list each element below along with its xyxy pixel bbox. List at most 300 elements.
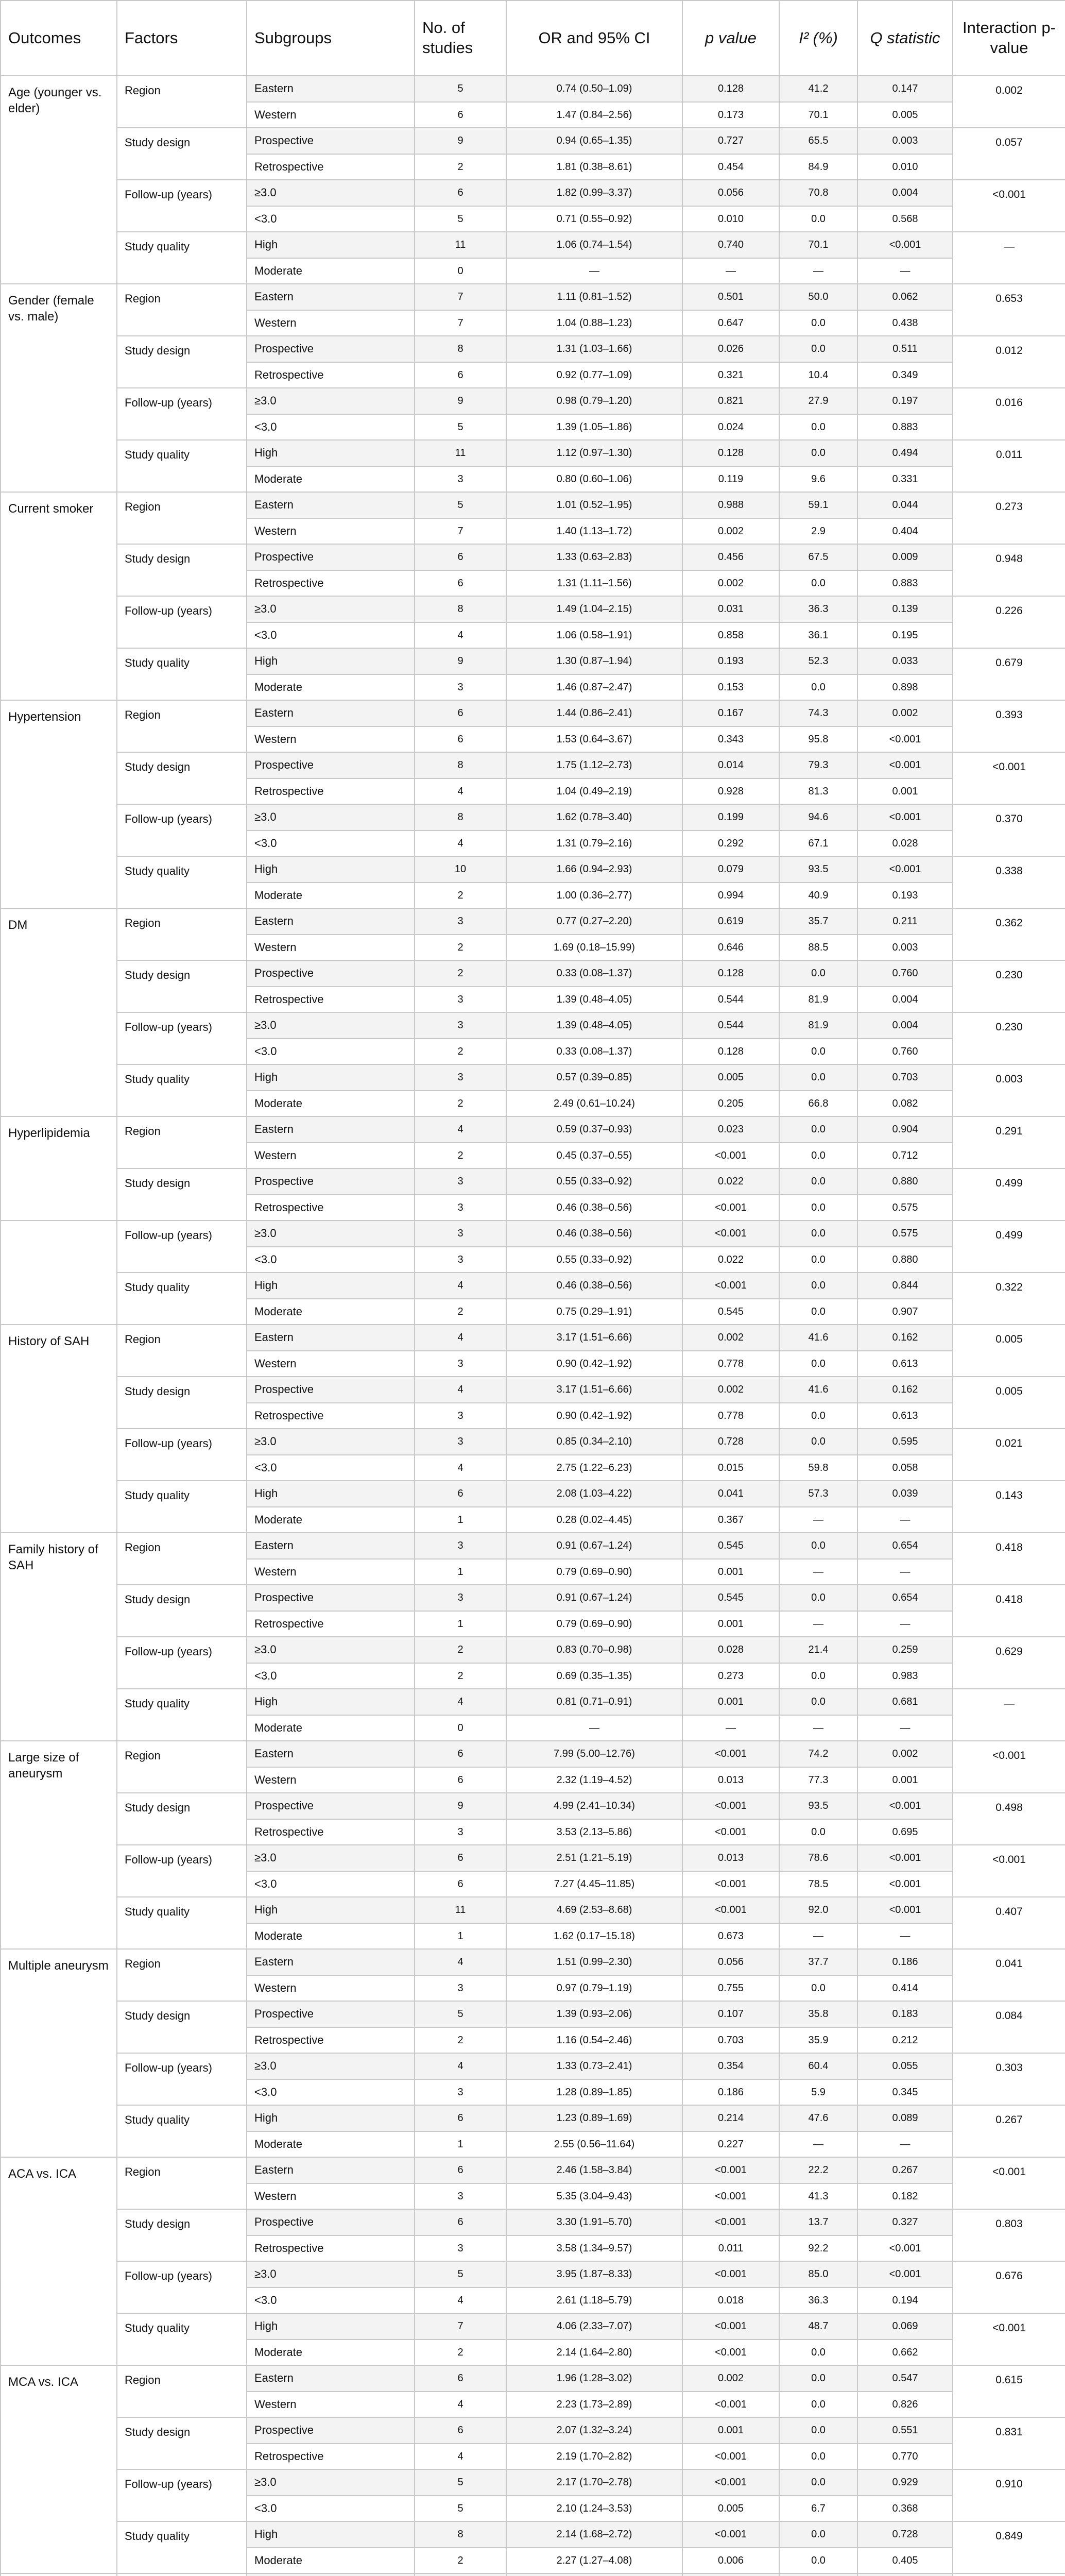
or-ci-cell: 2.32 (1.19–4.52) <box>506 1767 682 1793</box>
subgroup-cell: ≥3.0 <box>247 596 415 622</box>
subgroup-cell: Prospective <box>247 1793 415 1819</box>
interaction-p-cell: 0.291 <box>953 1116 1065 1168</box>
interaction-p-cell: <0.001 <box>953 752 1065 804</box>
interaction-p-cell: 0.143 <box>953 1481 1065 1533</box>
table-row <box>1 856 1065 883</box>
table-row <box>1 700 1065 726</box>
q-statistic-cell <box>857 2573 953 2576</box>
or-ci-cell: 1.39 (0.93–2.06) <box>506 2001 682 2027</box>
q-statistic-cell: 0.345 <box>857 2079 953 2106</box>
i2-cell: 77.3 <box>779 1767 857 1793</box>
i2-cell: 57.3 <box>779 1481 857 1507</box>
q-statistic-cell: 0.681 <box>857 1689 953 1715</box>
q-statistic-cell: — <box>857 1559 953 1585</box>
or-ci-cell: 0.97 (0.79–1.19) <box>506 1975 682 2002</box>
studies-cell: 5 <box>415 2469 506 2496</box>
studies-cell: 6 <box>415 362 506 388</box>
factor-cell: Study quality <box>117 1897 247 1949</box>
table-row <box>1 960 1065 987</box>
outcome-cell: Hyperlipidemia <box>1 1116 117 1221</box>
i2-cell: 70.8 <box>779 180 857 206</box>
p-value-cell: 0.545 <box>682 1533 779 1559</box>
studies-cell: 3 <box>415 1585 506 1611</box>
factor-cell <box>117 2573 247 2576</box>
subgroup-cell: Moderate <box>247 2131 415 2158</box>
factor-cell: Study quality <box>117 2313 247 2365</box>
factor-cell: Follow-up (years) <box>117 2053 247 2105</box>
or-ci-cell: 0.45 (0.37–0.55) <box>506 1143 682 1169</box>
subgroup-cell: High <box>247 440 415 466</box>
q-statistic-cell: 0.039 <box>857 1481 953 1507</box>
i2-cell: 93.5 <box>779 1793 857 1819</box>
or-ci-cell: 1.28 (0.89–1.85) <box>506 2079 682 2106</box>
p-value-cell: 0.544 <box>682 987 779 1013</box>
or-ci-cell: 1.31 (1.03–1.66) <box>506 336 682 362</box>
p-value-cell: 0.002 <box>682 518 779 545</box>
or-ci-cell: 7.99 (5.00–12.76) <box>506 1741 682 1767</box>
subgroup-cell: <3.0 <box>247 1663 415 1689</box>
studies-cell: 2 <box>415 1299 506 1325</box>
p-value-cell: 0.119 <box>682 466 779 493</box>
p-value-cell: 0.501 <box>682 284 779 310</box>
q-statistic-cell: 0.259 <box>857 1637 953 1663</box>
p-value-cell: 0.821 <box>682 388 779 414</box>
i2-cell: 95.8 <box>779 726 857 753</box>
p-value-cell: 0.002 <box>682 1377 779 1403</box>
q-statistic-cell: 0.044 <box>857 492 953 518</box>
studies-cell: 9 <box>415 648 506 674</box>
outcome-cell: Age (younger vs. elder) <box>1 76 117 284</box>
or-ci-cell: 1.96 (1.28–3.02) <box>506 2365 682 2392</box>
table-row <box>1 2261 1065 2287</box>
i2-cell: — <box>779 1507 857 1533</box>
or-ci-cell: 0.90 (0.42–1.92) <box>506 1351 682 1377</box>
table-header <box>1 1 1065 76</box>
p-value-cell: 0.928 <box>682 778 779 805</box>
q-statistic-cell: 0.194 <box>857 2287 953 2314</box>
studies-cell: 2 <box>415 960 506 987</box>
i2-cell: 37.7 <box>779 1949 857 1975</box>
p-value-cell: 0.001 <box>682 2417 779 2444</box>
or-ci-cell: 1.49 (1.04–2.15) <box>506 596 682 622</box>
p-value-cell: 0.005 <box>682 2496 779 2522</box>
studies-cell: 2 <box>415 883 506 909</box>
p-value-cell: 0.026 <box>682 336 779 362</box>
p-value-cell: <0.001 <box>682 1897 779 1923</box>
factor-cell: Study quality <box>117 232 247 284</box>
q-statistic-cell: 0.349 <box>857 362 953 388</box>
factor-cell: Study design <box>117 2417 247 2469</box>
subgroup-cell: High <box>247 856 415 883</box>
outcome-cell: Gender (female vs. male) <box>1 284 117 492</box>
factor-cell: Region <box>117 2365 247 2417</box>
table-row <box>1 388 1065 414</box>
subgroup-cell: Moderate <box>247 466 415 493</box>
subgroup-cell: ≥3.0 <box>247 1637 415 1663</box>
q-statistic-cell: 0.404 <box>857 518 953 545</box>
q-statistic-cell: 0.613 <box>857 1403 953 1429</box>
q-statistic-cell: 0.004 <box>857 1012 953 1039</box>
factor-cell: Study quality <box>117 440 247 492</box>
subgroup-cell: Western <box>247 935 415 961</box>
table-row <box>1 1481 1065 1507</box>
p-value-cell: <0.001 <box>682 2392 779 2418</box>
table-row <box>1 2521 1065 2548</box>
interaction-p-cell: — <box>953 1689 1065 1741</box>
q-statistic-cell: 0.089 <box>857 2105 953 2131</box>
subgroup-cell: ≥3.0 <box>247 1429 415 1455</box>
factor-cell: Study design <box>117 1377 247 1429</box>
q-statistic-cell: 0.002 <box>857 1741 953 1767</box>
q-statistic-cell: <0.001 <box>857 1897 953 1923</box>
i2-cell: 0.0 <box>779 1299 857 1325</box>
studies-cell: 1 <box>415 1923 506 1950</box>
studies-cell: 11 <box>415 440 506 466</box>
or-ci-cell: 1.16 (0.54–2.46) <box>506 2027 682 2054</box>
subgroup-cell: High <box>247 2313 415 2340</box>
p-value-cell: <0.001 <box>682 1143 779 1169</box>
subgroup-cell: <3.0 <box>247 1039 415 1065</box>
studies-cell: 2 <box>415 2548 506 2574</box>
studies-cell: 8 <box>415 752 506 778</box>
q-statistic-cell: — <box>857 1611 953 1637</box>
p-value-cell: 0.205 <box>682 1091 779 1117</box>
p-value-cell: 0.018 <box>682 2287 779 2314</box>
p-value-cell: 0.107 <box>682 2001 779 2027</box>
factor-cell: Region <box>117 76 247 128</box>
i2-cell: 47.6 <box>779 2105 857 2131</box>
factor-cell: Study quality <box>117 2105 247 2157</box>
p-value-cell: 0.056 <box>682 180 779 206</box>
or-ci-cell: 1.33 (0.73–2.41) <box>506 2053 682 2079</box>
studies-cell: 3 <box>415 2235 506 2262</box>
factor-cell: Region <box>117 1325 247 1377</box>
studies-cell: 8 <box>415 596 506 622</box>
i2-cell: 0.0 <box>779 1429 857 1455</box>
table-row <box>1 1221 1065 1247</box>
subgroup-cell: High <box>247 1897 415 1923</box>
subgroup-cell: Western <box>247 310 415 336</box>
subgroup-cell: Moderate <box>247 258 415 284</box>
or-ci-cell: 2.61 (1.18–5.79) <box>506 2287 682 2314</box>
table-row <box>1 1377 1065 1403</box>
q-statistic-cell: <0.001 <box>857 752 953 778</box>
studies-cell: 3 <box>415 2079 506 2106</box>
q-statistic-cell: 0.712 <box>857 1143 953 1169</box>
subgroup-cell: Moderate <box>247 1923 415 1950</box>
or-ci-cell: 0.46 (0.38–0.56) <box>506 1221 682 1247</box>
i2-cell: 0.0 <box>779 570 857 597</box>
or-ci-cell: 4.06 (2.33–7.07) <box>506 2313 682 2340</box>
studies-cell: 6 <box>415 544 506 570</box>
q-statistic-cell: 0.005 <box>857 102 953 128</box>
p-value-cell: 0.002 <box>682 570 779 597</box>
or-ci-cell: 0.81 (0.71–0.91) <box>506 1689 682 1715</box>
or-ci-cell: 1.04 (0.49–2.19) <box>506 778 682 805</box>
studies-cell: 6 <box>415 180 506 206</box>
i2-cell: — <box>779 258 857 284</box>
studies-cell: 3 <box>415 1819 506 1845</box>
q-statistic-cell: — <box>857 2131 953 2158</box>
or-ci-cell: 2.14 (1.68–2.72) <box>506 2521 682 2548</box>
table-row <box>1 1949 1065 1975</box>
p-value-cell: 0.128 <box>682 440 779 466</box>
studies-cell: 4 <box>415 1949 506 1975</box>
subgroup-cell: Prospective <box>247 128 415 154</box>
q-statistic-cell: 0.883 <box>857 414 953 440</box>
or-ci-cell: 0.59 (0.37–0.93) <box>506 1116 682 1143</box>
i2-cell: 81.9 <box>779 1012 857 1039</box>
studies-cell: 5 <box>415 2001 506 2027</box>
q-statistic-cell: <0.001 <box>857 2235 953 2262</box>
table-row <box>1 492 1065 518</box>
studies-cell: 6 <box>415 1767 506 1793</box>
p-value-cell: 0.024 <box>682 414 779 440</box>
q-statistic-cell: — <box>857 258 953 284</box>
outcome-cell <box>1 1221 117 1325</box>
factor-cell: Follow-up (years) <box>117 2261 247 2313</box>
outcome-cell: Family history of SAH <box>1 1533 117 1741</box>
table-row <box>1 1012 1065 1039</box>
i2-cell: 0.0 <box>779 1064 857 1091</box>
factor-cell: Study quality <box>117 2521 247 2573</box>
studies-cell: 3 <box>415 466 506 493</box>
p-value-cell: 0.013 <box>682 1845 779 1871</box>
or-ci-cell: 0.77 (0.27–2.20) <box>506 908 682 935</box>
p-value-cell: 0.703 <box>682 2027 779 2054</box>
or-ci-cell: 1.46 (0.87–2.47) <box>506 674 682 701</box>
or-ci-cell: 2.17 (1.70–2.78) <box>506 2469 682 2496</box>
subgroup-cell: Eastern <box>247 1949 415 1975</box>
outcome-cell: DM <box>1 908 117 1116</box>
or-ci-cell: 7.27 (4.45–11.85) <box>506 1871 682 1897</box>
or-ci-cell: 0.85 (0.34–2.10) <box>506 1429 682 1455</box>
p-value-cell: — <box>682 258 779 284</box>
interaction-p-cell: 0.676 <box>953 2261 1065 2313</box>
i2-cell: 92.2 <box>779 2235 857 2262</box>
or-ci-cell: 1.06 (0.74–1.54) <box>506 232 682 258</box>
interaction-p-cell: 0.011 <box>953 440 1065 492</box>
subgroup-cell: <3.0 <box>247 414 415 440</box>
or-ci-cell: 0.91 (0.67–1.24) <box>506 1533 682 1559</box>
q-statistic-cell: 0.082 <box>857 1091 953 1117</box>
or-ci-cell: 1.62 (0.17–15.18) <box>506 1923 682 1950</box>
table-row <box>1 336 1065 362</box>
q-statistic-cell: 0.613 <box>857 1351 953 1377</box>
i2-cell: 48.7 <box>779 2313 857 2340</box>
subgroup-cell: Eastern <box>247 492 415 518</box>
or-ci-cell: 1.75 (1.12–2.73) <box>506 752 682 778</box>
table-row <box>1 1064 1065 1091</box>
studies-cell: 1 <box>415 1507 506 1533</box>
subgroup-cell: <3.0 <box>247 2079 415 2106</box>
subgroup-cell: High <box>247 232 415 258</box>
table-row <box>1 908 1065 935</box>
subgroup-cell: Western <box>247 1975 415 2002</box>
interaction-p-cell: — <box>953 232 1065 284</box>
i2-cell: — <box>779 1611 857 1637</box>
or-ci-cell: 2.55 (0.56–11.64) <box>506 2131 682 2158</box>
i2-cell: 9.6 <box>779 466 857 493</box>
q-statistic-cell: 0.654 <box>857 1533 953 1559</box>
q-statistic-cell: <0.001 <box>857 232 953 258</box>
p-value-cell: 0.006 <box>682 2548 779 2574</box>
studies-cell: 9 <box>415 128 506 154</box>
p-value-cell: 0.354 <box>682 2053 779 2079</box>
studies-cell: 3 <box>415 674 506 701</box>
p-value-cell: 0.454 <box>682 154 779 180</box>
i2-cell: 0.0 <box>779 1663 857 1689</box>
interaction-p-cell: 0.012 <box>953 336 1065 388</box>
q-statistic-cell: 0.368 <box>857 2496 953 2522</box>
q-statistic-cell: <0.001 <box>857 1845 953 1871</box>
q-statistic-cell: 0.001 <box>857 778 953 805</box>
factor-cell: Follow-up (years) <box>117 1221 247 1273</box>
p-value-cell: <0.001 <box>682 2157 779 2183</box>
q-statistic-cell: 0.547 <box>857 2365 953 2392</box>
p-value-cell: <0.001 <box>682 2521 779 2548</box>
factor-cell: Study design <box>117 2001 247 2053</box>
i2-cell: 0.0 <box>779 2392 857 2418</box>
p-value-cell: <0.001 <box>682 1221 779 1247</box>
studies-cell: 5 <box>415 76 506 102</box>
or-ci-cell: 2.46 (1.58–3.84) <box>506 2157 682 2183</box>
studies-cell: 2 <box>415 2027 506 2054</box>
studies-cell: 2 <box>415 1039 506 1065</box>
table-row <box>1 1429 1065 1455</box>
subgroup-cell: Western <box>247 102 415 128</box>
p-value-cell: 0.214 <box>682 2105 779 2131</box>
studies-cell: 7 <box>415 284 506 310</box>
interaction-p-cell: 0.322 <box>953 1273 1065 1325</box>
header-q-statistic: Q statistic <box>857 1 953 76</box>
or-ci-cell: 1.82 (0.99–3.37) <box>506 180 682 206</box>
p-value-cell: 0.013 <box>682 1767 779 1793</box>
i2-cell: 85.0 <box>779 2261 857 2287</box>
subgroup-cell: <3.0 <box>247 622 415 649</box>
i2-cell: 0.0 <box>779 1689 857 1715</box>
p-value-cell: 0.227 <box>682 2131 779 2158</box>
studies-cell: 2 <box>415 1637 506 1663</box>
table-row <box>1 1168 1065 1195</box>
p-value-cell: 0.001 <box>682 1611 779 1637</box>
table-row <box>1 440 1065 466</box>
q-statistic-cell: 0.494 <box>857 440 953 466</box>
subgroup-cell: High <box>247 1064 415 1091</box>
i2-cell: 0.0 <box>779 2340 857 2366</box>
interaction-p-cell: 0.948 <box>953 544 1065 596</box>
interaction-p-cell: 0.226 <box>953 596 1065 648</box>
i2-cell: 79.3 <box>779 752 857 778</box>
or-ci-cell: 2.51 (1.21–5.19) <box>506 1845 682 1871</box>
subgroup-cell: Western <box>247 726 415 753</box>
or-ci-cell: 2.07 (1.32–3.24) <box>506 2417 682 2444</box>
interaction-p-cell: <0.001 <box>953 1845 1065 1897</box>
subgroup-cell: High <box>247 1481 415 1507</box>
header-studies: No. of studies <box>415 1 506 76</box>
or-ci-cell <box>506 2573 682 2576</box>
interaction-p-cell: 0.230 <box>953 960 1065 1012</box>
table-row <box>1 804 1065 831</box>
or-ci-cell: 1.23 (0.89–1.69) <box>506 2105 682 2131</box>
or-ci-cell: 0.75 (0.29–1.91) <box>506 1299 682 1325</box>
factor-cell: Study design <box>117 752 247 804</box>
q-statistic-cell: 0.760 <box>857 1039 953 1065</box>
q-statistic-cell: 0.010 <box>857 154 953 180</box>
factor-cell: Follow-up (years) <box>117 1429 247 1481</box>
p-value-cell: 0.994 <box>682 883 779 909</box>
p-value-cell: 0.001 <box>682 1559 779 1585</box>
or-ci-cell: 3.17 (1.51–6.66) <box>506 1325 682 1351</box>
q-statistic-cell: — <box>857 1715 953 1741</box>
outcome-cell: ACA vs. ICA <box>1 2157 117 2365</box>
studies-cell: 4 <box>415 778 506 805</box>
q-statistic-cell: 0.004 <box>857 987 953 1013</box>
studies-cell: 4 <box>415 2053 506 2079</box>
i2-cell: 0.0 <box>779 1247 857 1273</box>
q-statistic-cell: 0.511 <box>857 336 953 362</box>
table-row <box>1 1741 1065 1767</box>
p-value-cell: 0.755 <box>682 1975 779 2002</box>
outcome-cell: Current smoker <box>1 492 117 700</box>
factor-cell: Region <box>117 492 247 544</box>
i2-cell: — <box>779 2131 857 2158</box>
q-statistic-cell: 0.844 <box>857 1273 953 1299</box>
i2-cell: 6.7 <box>779 2496 857 2522</box>
q-statistic-cell: 0.182 <box>857 2183 953 2210</box>
q-statistic-cell: 0.069 <box>857 2313 953 2340</box>
interaction-p-cell: 0.021 <box>953 1429 1065 1481</box>
studies-cell: 3 <box>415 908 506 935</box>
p-value-cell: <0.001 <box>682 2444 779 2470</box>
p-value-cell: 0.028 <box>682 1637 779 1663</box>
table-body <box>1 76 1065 2576</box>
or-ci-cell: 1.69 (0.18–15.99) <box>506 935 682 961</box>
p-value-cell: <0.001 <box>682 1819 779 1845</box>
i2-cell: 2.9 <box>779 518 857 545</box>
studies-cell: 4 <box>415 1325 506 1351</box>
or-ci-cell: 0.92 (0.77–1.09) <box>506 362 682 388</box>
q-statistic-cell: 0.193 <box>857 883 953 909</box>
subgroup-cell: ≥3.0 <box>247 2469 415 2496</box>
i2-cell: 0.0 <box>779 336 857 362</box>
or-ci-cell: 3.30 (1.91–5.70) <box>506 2209 682 2235</box>
or-ci-cell: 1.81 (0.38–8.61) <box>506 154 682 180</box>
studies-cell: 3 <box>415 1168 506 1195</box>
q-statistic-cell: 0.062 <box>857 284 953 310</box>
subgroup-cell: Moderate <box>247 1299 415 1325</box>
factor-cell: Region <box>117 1533 247 1585</box>
i2-cell: 88.5 <box>779 935 857 961</box>
or-ci-cell: 2.10 (1.24–3.53) <box>506 2496 682 2522</box>
i2-cell: 0.0 <box>779 2417 857 2444</box>
studies-cell: 6 <box>415 1741 506 1767</box>
factor-cell: Study quality <box>117 1689 247 1741</box>
p-value-cell: 0.001 <box>682 1689 779 1715</box>
factor-cell: Follow-up (years) <box>117 388 247 440</box>
interaction-p-cell: <0.001 <box>953 2313 1065 2365</box>
subgroup-cell: Retrospective <box>247 362 415 388</box>
or-ci-cell: 4.69 (2.53–8.68) <box>506 1897 682 1923</box>
studies-cell: 2 <box>415 1091 506 1117</box>
i2-cell: 0.0 <box>779 1975 857 2002</box>
q-statistic-cell: 0.327 <box>857 2209 953 2235</box>
studies-cell: 3 <box>415 1247 506 1273</box>
p-value-cell: — <box>682 1715 779 1741</box>
or-ci-cell: 0.79 (0.69–0.90) <box>506 1611 682 1637</box>
interaction-p-cell: 0.407 <box>953 1897 1065 1949</box>
q-statistic-cell: — <box>857 1507 953 1533</box>
